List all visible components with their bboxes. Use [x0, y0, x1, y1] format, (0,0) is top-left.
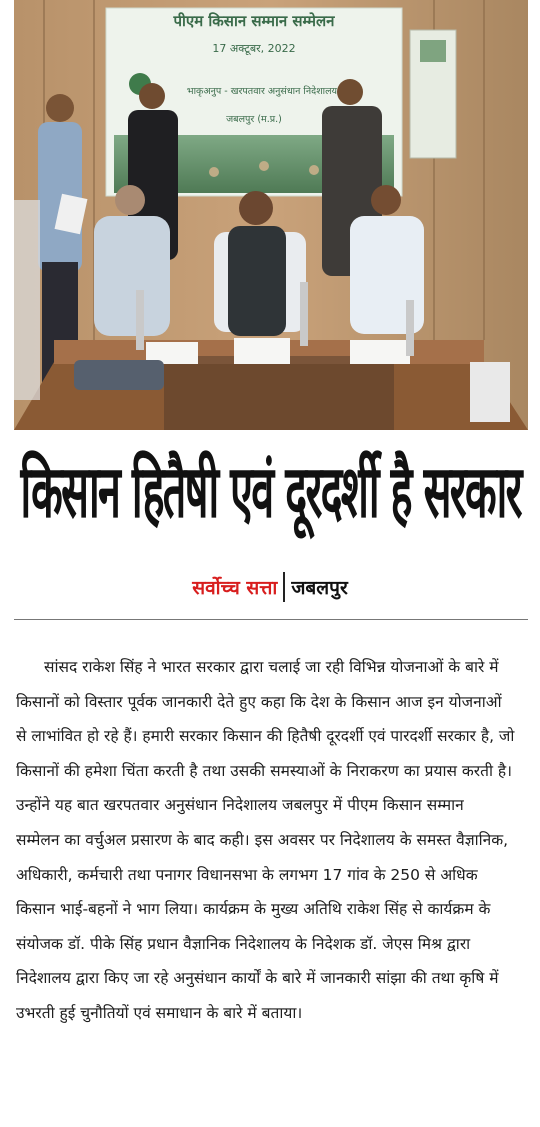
divider-rule [14, 619, 528, 620]
article-line: सम्मेलन का वर्चुअल प्रसारण के बाद कही। इस अवसर पर निदेशालय के समस्त वैज्ञानिक, [16, 830, 509, 849]
article-line: से लाभांवित हो रहे हैं। हमारी सरकार किसान की हितैषी दूरदर्शी एवं पारदर्शी सरकार है, जो [16, 727, 515, 746]
article-line: उभरती हुई चुनौतियों एवं समाधान के बारे में बताया। [16, 1003, 303, 1022]
byline-separator [283, 572, 285, 602]
article-line: सांसद राकेश सिंह ने भारत सरकार द्वारा चलाई जा रही विभिन्न योजनाओं के बारे में [44, 658, 499, 676]
newspaper-name: सर्वोच्च सत्ता [192, 577, 278, 599]
article-line: किसान भाई-बहनों ने भाग लिया। कार्यक्रम के मुख्य अतिथि राकेश सिंह से कार्यक्रम के [16, 900, 491, 919]
headline-text: किसान हितैषी एवं दूरदर्शी है सरकार [20, 449, 522, 535]
article-line: संयोजक डॉ. पीके सिंह प्रधान वैज्ञानिक निदेशालय के निदेशक डॉ. जेएस मिश्र द्वारा [16, 934, 471, 953]
banner-title: पीएम किसान सम्मान सम्मेलन [173, 12, 335, 30]
banner-date: 17 अक्टूबर, 2022 [212, 42, 296, 55]
article-body [16, 650, 514, 1031]
headline [14, 436, 528, 548]
article-line: किसानों की हमेशा चिंता करती है तथा उसकी समस्याओं के निराकरण का प्रयास करती है। [16, 761, 513, 780]
article-line: अधिकारी, कर्मचारी तथा पनागर विधानसभा के लगभग 17 गांव के 250 से अधिक [16, 865, 478, 884]
byline [0, 565, 540, 609]
article-line: किसानों को विस्तार पूर्वक जानकारी देते हुए कहा कि देश के किसान आज इन योजनाओं [16, 692, 502, 711]
article-line: उन्होंने यह बात खरपतवार अनुसंधान निदेशालय जबलपुर में पीएम किसान सम्मान [16, 796, 464, 815]
article-line: निदेशालय द्वारा किए जा रहे अनुसंधान कार्यों के बारे में जानकारी सांझा की तथा कृषि में [16, 969, 499, 988]
banner-city: जबलपुर (म.प्र.) [226, 114, 282, 125]
news-photo [14, 0, 528, 430]
banner-institute: भाकृअनुप - खरपतवार अनुसंधान निदेशालय [186, 86, 338, 97]
chair-edge [14, 200, 40, 400]
dateline-city: जबलपुर [291, 577, 348, 599]
